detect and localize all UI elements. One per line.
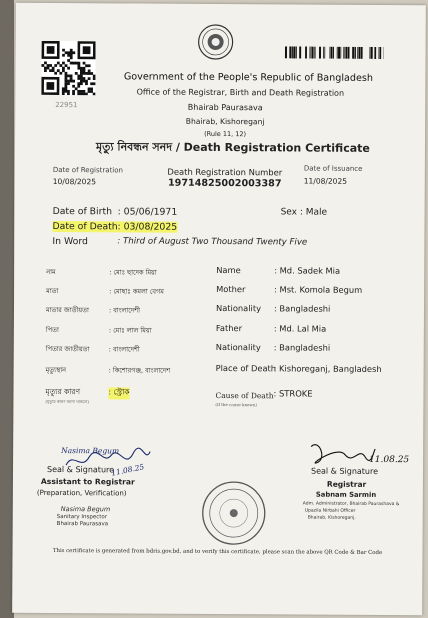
field-en-label: Place of Death	[215, 362, 277, 374]
govt-title: Government of the People's Republic of Bangladesh	[123, 71, 374, 84]
date-of-registration-label: Date of Registration	[52, 165, 124, 175]
barcode	[284, 46, 384, 59]
location-line: Bhairab, Kishoreganj	[185, 116, 265, 127]
right-line1: Adm. Administrator, Bhairab Paurashava &	[302, 501, 400, 508]
left-name: Nasima Begum	[60, 505, 111, 514]
field-bn-value: : বাংলাদেশী	[108, 345, 140, 354]
field-bn-value: : মোঃ লাল মিয়া	[108, 326, 152, 335]
field-en-label: Mother	[216, 283, 246, 295]
left-title: Assistant to Registrar	[40, 476, 135, 487]
handwritten-serial: 22951	[55, 100, 78, 110]
field-en-value: : Bangladeshi	[273, 342, 331, 353]
cause-bn-sub: (মৃত্যুর কারণ জানা থাকলে)	[45, 398, 89, 405]
dod-value: : 03/08/2025	[117, 221, 178, 233]
footer-note: This certificate is generated from bdris.gov.bd, and to verify this certificate, please scan the above QR Code & Bar Code	[52, 547, 383, 557]
inword-value: : Third of August Two Thousand Twenty Five	[117, 236, 308, 248]
field-en-label: Name	[216, 264, 241, 276]
field-en-value: : Bangladeshi	[273, 303, 331, 314]
field-bn-label: মাতা	[46, 286, 59, 296]
left-seal-label: Seal & Signature	[46, 464, 115, 475]
date-of-issuance-value: 11/08/2025	[303, 176, 348, 186]
left-handwritten-date: 11.08.25	[110, 462, 145, 478]
right-line3: Bhairab, Kishoreganj.	[307, 515, 356, 521]
left-office: Bhairab Paurasava	[56, 521, 109, 528]
field-bn-label: নাম	[46, 267, 56, 277]
field-en-value: : Kishoreganj, Bangladesh	[273, 363, 382, 374]
cause-en-label: Cause of Death	[215, 390, 274, 401]
field-bn-value: : বাংলাদেশী	[108, 306, 141, 315]
registration-number-label: Death Registration Number	[167, 166, 283, 178]
right-title: Registrar	[326, 479, 367, 489]
cause-en-value: : STROKE	[273, 388, 313, 399]
right-handwritten-date: 11.08.25	[369, 454, 410, 466]
field-en-value: : Md. Lal Mia	[273, 323, 327, 334]
paurasava-line: Bhairab Paurasava	[187, 102, 263, 113]
registration-number: 19714825002003387	[167, 177, 282, 190]
certificate-title: মৃত্যু নিবন্ধন সনদ / Death Registration Certificate	[96, 140, 370, 155]
field-bn-label: মৃত্যুস্থান	[45, 365, 67, 375]
office-line: Office of the Registrar, Birth and Death Registration	[136, 87, 345, 98]
certificate-paper	[12, 3, 426, 615]
inword-label: In Word	[52, 235, 88, 248]
date-of-issuance-label: Date of Issuance	[303, 164, 363, 173]
dob-label: Date of Birth	[52, 205, 113, 218]
government-seal-icon	[198, 24, 234, 60]
rule-line: (Rule 11, 12)	[204, 129, 247, 139]
cause-en-sub: (If the cause known)	[215, 401, 258, 408]
field-en-label: Father	[215, 322, 243, 334]
field-en-value: : Md. Sadek Mia	[274, 265, 341, 276]
field-bn-value: : মোছাঃ কমলা বেগম	[109, 287, 164, 296]
field-bn-label: পিতা	[45, 325, 59, 335]
dob-value: : 05/06/1971	[117, 206, 178, 218]
field-en-label: Nationality	[215, 341, 261, 353]
left-designation: Sanitary Inspector	[56, 514, 108, 521]
right-signature	[307, 437, 377, 469]
right-name: Sabnam Sarmin	[315, 490, 377, 499]
cause-bn-label: মৃত্যুর কারণ	[45, 386, 81, 397]
sex-value: Sex : Male	[280, 207, 328, 218]
left-subtitle: (Preparation, Verification)	[36, 488, 127, 498]
field-bn-value: : কিশোরগঞ্জ, বাংলাদেশ	[108, 366, 171, 375]
field-bn-label: পিতার জাতীয়তা	[45, 344, 90, 354]
field-en-value: : Mst. Komola Begum	[274, 284, 363, 295]
field-bn-label: মাতার জাতীয়তা	[45, 305, 89, 315]
right-line2: Upazila Nirbahi Officer	[304, 508, 356, 514]
official-stamp-icon	[201, 480, 267, 546]
dod-label: Date of Death	[52, 220, 118, 233]
cause-bn-value: : স্ট্রোক	[108, 387, 129, 399]
right-seal-label: Seal & Signature	[310, 466, 379, 476]
field-bn-value: : মোঃ ছাদেক মিয়া	[109, 268, 157, 277]
field-en-label: Nationality	[215, 302, 262, 314]
qr-code	[41, 41, 95, 95]
date-of-registration-value: 10/08/2025	[52, 176, 97, 187]
left-signature-handwriting: Nasima Begum	[61, 446, 120, 456]
